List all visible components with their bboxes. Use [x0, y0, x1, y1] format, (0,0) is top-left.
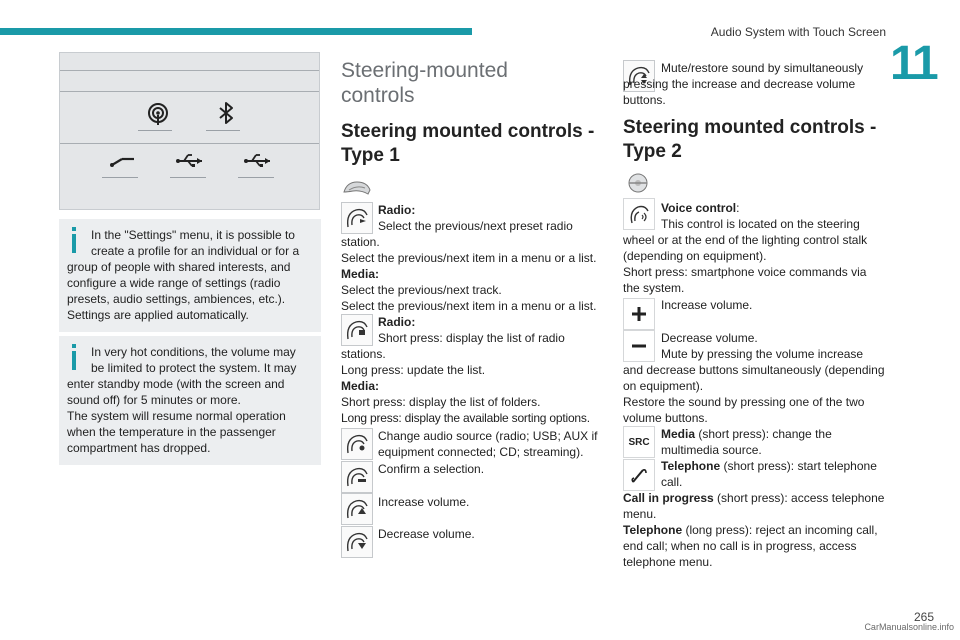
info-icon: [67, 227, 91, 255]
decrease-volume-text: Decrease volume.: [378, 527, 475, 541]
info-icon: [67, 344, 91, 372]
decrease-volume-text: Restore the sound by pressing one of the two volume buttons.: [623, 395, 865, 425]
page-number: 265: [914, 610, 935, 624]
section-heading: Steering-mounted controls: [341, 59, 508, 107]
call-in-progress-text: (short press): access telephone menu.: [623, 491, 885, 521]
screen-illustration: [59, 52, 320, 210]
radio-text: Select the previous/next item in a menu or a list.: [341, 251, 597, 265]
subsection-heading-type1: Steering mounted controls - Type 1: [341, 121, 595, 166]
steering-control-icon: [341, 178, 373, 198]
telephone-label: Telephone: [661, 459, 721, 473]
media-text: Short press: display the list of folders.: [341, 395, 541, 409]
steering-wheel-control-icon: [341, 428, 373, 460]
confirm-text: Confirm a selection.: [378, 462, 485, 476]
media-text: (short press): change the multimedia source.: [661, 427, 832, 457]
subsection-heading-type2: Steering mounted controls - Type 2: [623, 117, 877, 162]
chapter-number: 11: [890, 37, 937, 90]
radio-text: Short press: display the list of radio stations.: [341, 331, 565, 361]
src-button-icon: [623, 426, 655, 458]
page-header-title: Audio System with Touch Screen: [710, 25, 886, 39]
icon-underline: [102, 177, 138, 178]
aux-icon: [104, 145, 140, 181]
usb-icon: [172, 145, 208, 181]
voice-control-text: This control is located on the steering wheel or at the end of the lighting control stalk (depending on equipment).: [623, 217, 868, 263]
info-note-text: In the "Settings" menu, it is possible to create a profile for an individual or for a group of people with shared interests, and configure a wide range of settings (radio presets, audio settings, ambiences, etc.). Settings are applied automatically.: [67, 228, 300, 322]
radio-icon: [140, 97, 176, 133]
screen-divider: [60, 91, 319, 92]
plus-icon: [623, 298, 655, 330]
icon-underline: [206, 130, 240, 131]
info-note: [59, 219, 321, 332]
info-note-text: The system will resume normal operation when the temperature in the passenger compartment has dropped.: [67, 409, 286, 455]
info-note-text: In very hot conditions, the volume may be limited to protect the system. It may enter standby mode (with the screen and sound off) for 5 minutes or more.: [67, 345, 297, 407]
screen-divider: [60, 70, 319, 71]
voice-control-colon: :: [736, 201, 740, 215]
media-text: Select the previous/next track.: [341, 283, 502, 297]
info-note: [59, 336, 321, 465]
watermark: CarManualsonline.info: [864, 622, 954, 632]
increase-volume-text: Increase volume.: [378, 495, 470, 509]
media-label: Media:: [341, 267, 380, 281]
telephone-icon: [623, 459, 655, 491]
icon-underline: [138, 130, 172, 131]
decrease-volume-text: Decrease volume.: [661, 331, 758, 345]
radio-label: Radio:: [378, 315, 416, 329]
steering-wheel-icon: [623, 172, 653, 194]
steering-wheel-control-icon: [341, 493, 373, 525]
change-source-text: Change audio source (radio; USB; AUX if equipment connected; CD; streaming).: [378, 429, 598, 459]
icon-underline: [238, 177, 274, 178]
telephone-text: (short press): start telephone call.: [661, 459, 877, 489]
media-text: Select the previous/next item in a menu or a list.: [341, 299, 597, 313]
radio-text: Long press: update the list.: [341, 363, 486, 377]
call-in-progress-label: Call in progress: [623, 491, 714, 505]
increase-volume-text: Increase volume.: [661, 298, 753, 312]
radio-text: Select the previous/next preset radio station.: [341, 219, 573, 249]
header-accent-bar: [0, 28, 472, 35]
voice-control-text: Short press: smartphone voice commands via the system.: [623, 265, 867, 295]
telephone-label: Telephone: [623, 523, 683, 537]
mute-text: Mute/restore sound by simultaneously pressing the increase and decrease volume buttons.: [623, 61, 864, 107]
steering-wheel-control-icon: [341, 526, 373, 558]
media-label: Media:: [341, 379, 380, 393]
decrease-volume-text: Mute by pressing the volume increase and decrease buttons simultaneously (depending on equipment).: [623, 347, 885, 393]
icon-underline: [170, 177, 206, 178]
steering-wheel-control-icon: [341, 461, 373, 493]
bluetooth-icon: [208, 97, 244, 133]
telephone-long-text: (long press): reject an incoming call, end call; when no call is in progress, access telephone menu.: [623, 523, 878, 569]
usb-icon: [240, 145, 276, 181]
radio-label: Radio:: [378, 203, 416, 217]
media-text: Long press: display the available sorting options.: [341, 411, 590, 425]
src-label: SRC: [628, 436, 650, 448]
media-label: Media: [661, 427, 696, 441]
voice-control-label: Voice control: [661, 201, 737, 215]
